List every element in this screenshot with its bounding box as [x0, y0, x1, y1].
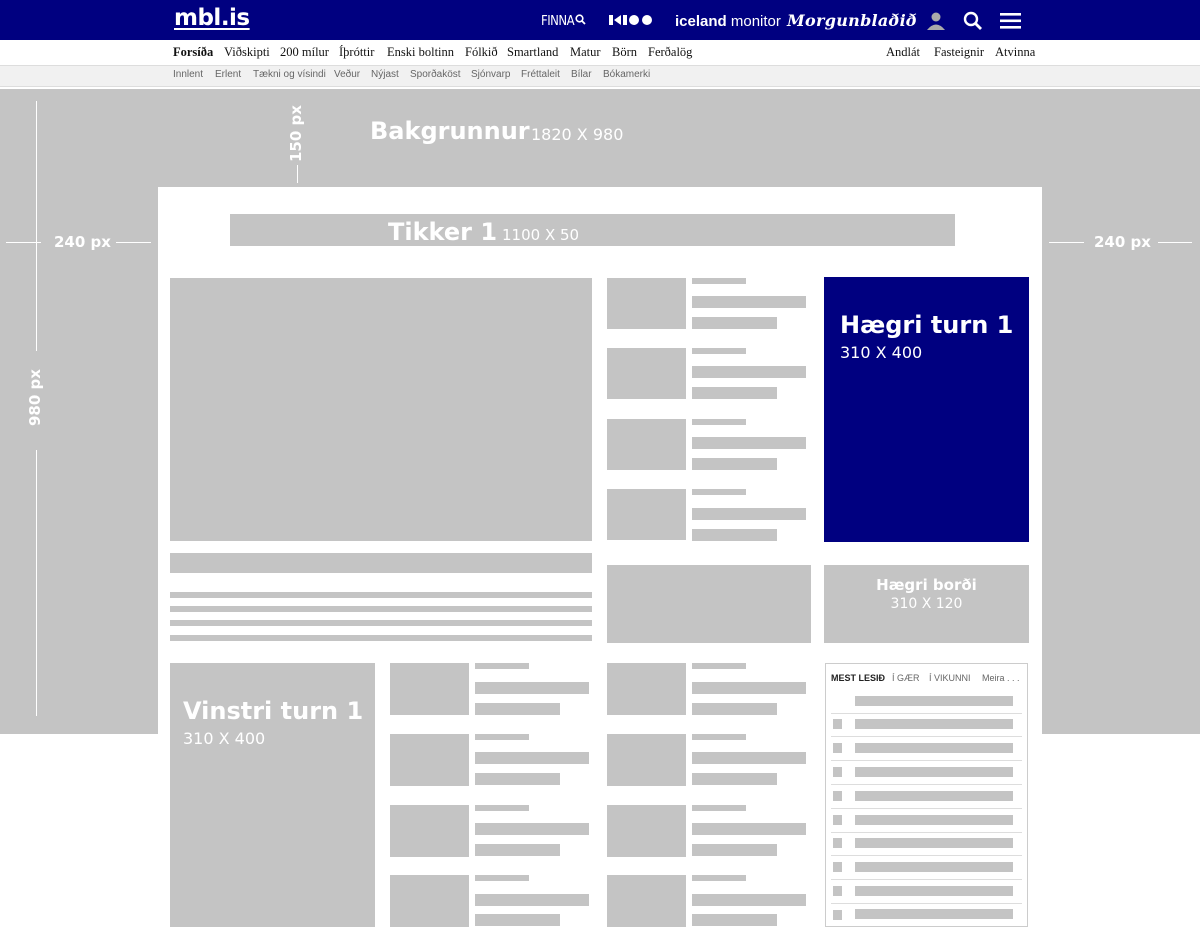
nav-item-born[interactable]: Börn	[612, 45, 637, 59]
nav-item-vidskipti[interactable]: Viðskipti	[224, 45, 270, 59]
right-tower-ad-size: 310 X 400	[840, 343, 923, 362]
nav-item-200-milur[interactable]: 200 mílur	[280, 45, 329, 59]
nav-item-smartland[interactable]: Smartland	[507, 45, 559, 59]
height-dim-label: 980 px	[26, 369, 44, 426]
subnav-item-bokamerki[interactable]: Bókamerki	[603, 69, 651, 80]
divider	[831, 808, 1022, 809]
k100-logo	[609, 13, 657, 27]
news-tag	[692, 348, 746, 354]
news-headline[interactable]	[692, 366, 806, 378]
nav-item-ferdalog[interactable]: Ferðalög	[648, 45, 693, 59]
news-headline[interactable]	[692, 317, 777, 329]
ticker-ad-size: 1100 X 50	[502, 226, 580, 244]
tab-i-gaer[interactable]: Í GÆR	[892, 673, 920, 683]
most-read-item[interactable]	[855, 743, 1013, 753]
middle-banner[interactable]	[607, 565, 811, 643]
tab-i-vikunni[interactable]: Í VIKUNNI	[929, 673, 971, 683]
main-story-text-line	[170, 620, 592, 626]
finna-label: FINNA	[541, 14, 575, 29]
divider	[831, 760, 1022, 761]
news-tag	[475, 734, 529, 740]
rank-marker	[833, 743, 842, 753]
left-dim-label: 240 px	[54, 233, 111, 251]
news-tag	[692, 489, 746, 495]
iceland-monitor-link[interactable]	[675, 13, 781, 30]
divider	[831, 855, 1022, 856]
nav-item-atvinna[interactable]: Atvinna	[995, 45, 1036, 59]
rank-marker	[833, 910, 842, 920]
news-thumb[interactable]	[607, 805, 686, 857]
rank-marker	[833, 886, 842, 896]
morgunbladid-link[interactable]: Morgunblaðið	[787, 11, 917, 30]
background-ad-size: 1820 X 980	[531, 125, 624, 144]
news-headline[interactable]	[692, 458, 777, 470]
subnav-item-erlent[interactable]: Erlent	[215, 69, 242, 80]
most-read-item[interactable]	[855, 719, 1013, 729]
right-banner-ad-label: Hægri borði	[876, 576, 977, 594]
divider	[831, 713, 1022, 714]
news-headline[interactable]	[692, 773, 777, 785]
subnav-item-sjonvarp[interactable]: Sjónvarp	[471, 69, 511, 80]
menu-icon[interactable]	[1000, 10, 1022, 32]
news-headline[interactable]	[475, 682, 589, 694]
left-tower-ad-label: Vinstri turn 1	[183, 697, 364, 725]
news-thumb[interactable]	[607, 663, 686, 715]
rank-marker	[833, 719, 842, 729]
news-headline[interactable]	[692, 823, 806, 835]
right-dim-line-b	[1158, 242, 1192, 243]
rank-marker	[833, 791, 842, 801]
news-tag	[692, 805, 746, 811]
news-tag	[475, 805, 529, 811]
right-dim-line-a	[1049, 242, 1084, 243]
news-headline[interactable]	[692, 894, 806, 906]
rank-marker	[833, 815, 842, 825]
news-headline[interactable]	[692, 296, 806, 308]
most-read-item[interactable]	[855, 909, 1013, 919]
news-headline[interactable]	[692, 844, 777, 856]
news-thumb[interactable]	[607, 348, 686, 399]
news-headline[interactable]	[475, 844, 560, 856]
news-headline[interactable]	[692, 529, 777, 541]
background-ad-label: Bakgrunnur	[370, 117, 530, 145]
news-headline[interactable]	[692, 752, 806, 764]
news-tag	[475, 875, 529, 881]
subnav-item-vedur[interactable]: Veður	[334, 69, 361, 80]
subnav-item-nyjast[interactable]: Nýjast	[371, 69, 399, 80]
nav-item-matur[interactable]: Matur	[570, 45, 601, 59]
subnav-item-bilar[interactable]: Bílar	[571, 69, 592, 80]
iceland-label: iceland	[675, 13, 727, 30]
search-icon[interactable]	[962, 10, 984, 32]
left-dim-line-b	[116, 242, 151, 243]
divider	[831, 784, 1022, 785]
news-headline[interactable]	[692, 703, 777, 715]
ticker-ad[interactable]	[230, 214, 955, 246]
news-tag	[692, 419, 746, 425]
rank-marker	[833, 838, 842, 848]
monitor-label: monitor	[730, 13, 781, 30]
most-read-item[interactable]	[855, 767, 1013, 777]
divider	[831, 879, 1022, 880]
most-read-item[interactable]	[855, 838, 1013, 848]
news-headline[interactable]	[475, 773, 560, 785]
top-dim-label: 150 px	[287, 105, 305, 162]
most-read-item[interactable]	[855, 886, 1013, 896]
nav-item-forsida[interactable]: Forsíða	[173, 45, 214, 59]
news-headline[interactable]	[475, 894, 589, 906]
news-thumb[interactable]	[607, 489, 686, 540]
news-thumb[interactable]	[607, 278, 686, 329]
divider	[831, 832, 1022, 833]
main-story-text-line	[170, 606, 592, 612]
main-story-headline[interactable]	[170, 553, 592, 573]
news-headline[interactable]	[692, 508, 806, 520]
news-thumb[interactable]	[607, 734, 686, 786]
main-story-image[interactable]	[170, 278, 592, 541]
right-tower-ad-label: Hægri turn 1	[840, 311, 1014, 339]
most-read-item[interactable]	[855, 815, 1013, 825]
most-read-item[interactable]	[855, 791, 1013, 801]
news-thumb[interactable]	[607, 875, 686, 927]
divider	[831, 736, 1022, 737]
nav-item-fasteignir[interactable]: Fasteignir	[934, 45, 984, 59]
site-logo[interactable]: mbl.is	[174, 5, 250, 31]
news-headline[interactable]	[692, 682, 806, 694]
left-tower-ad-size: 310 X 400	[183, 729, 266, 748]
top-dim-line	[297, 165, 298, 183]
most-read-item[interactable]	[855, 696, 1013, 706]
subnav-item-taekni[interactable]: Tækni og vísindi	[253, 69, 326, 80]
subnav-item-sporðakost[interactable]: Sporðaköst	[410, 69, 461, 80]
news-thumb[interactable]	[390, 805, 469, 857]
height-dim-line-b	[36, 450, 37, 716]
height-dim-line-a	[36, 101, 37, 351]
news-headline[interactable]	[692, 437, 806, 449]
news-thumb[interactable]	[390, 875, 469, 927]
k100-link[interactable]	[609, 13, 657, 30]
news-tag	[692, 875, 746, 881]
tab-mest-lesid[interactable]: MEST LESIÐ	[831, 673, 886, 683]
rank-marker	[833, 767, 842, 777]
main-story-text-line	[170, 635, 592, 641]
right-dim-label: 240 px	[1094, 233, 1151, 251]
subnav-item-frettaleit[interactable]: Fréttaleit	[521, 69, 560, 80]
news-headline[interactable]	[692, 914, 777, 926]
user-icon[interactable]	[925, 10, 947, 32]
news-tag	[475, 663, 529, 669]
finna-link[interactable]	[541, 14, 586, 29]
main-story-text-line	[170, 592, 592, 598]
news-thumb[interactable]	[390, 663, 469, 715]
news-tag	[692, 663, 746, 669]
nav-item-folkid[interactable]: Fólkið	[465, 45, 498, 59]
tab-meira[interactable]: Meira . . .	[982, 673, 1020, 683]
nav-item-ithrottir[interactable]: Íþróttir	[339, 45, 375, 59]
news-headline[interactable]	[475, 752, 589, 764]
right-banner-ad-size: 310 X 120	[890, 596, 963, 612]
news-headline[interactable]	[692, 387, 777, 399]
nav-item-enski-boltinn[interactable]: Enski boltinn	[387, 45, 455, 59]
news-headline[interactable]	[475, 703, 560, 715]
divider	[831, 903, 1022, 904]
news-tag	[692, 278, 746, 284]
subnav-item-innlent[interactable]: Innlent	[173, 69, 204, 80]
ticker-ad-label: Tikker 1	[388, 218, 498, 246]
news-thumb[interactable]	[607, 419, 686, 470]
news-thumb[interactable]	[390, 734, 469, 786]
news-headline[interactable]	[475, 823, 589, 835]
search-icon	[575, 14, 586, 25]
news-headline[interactable]	[475, 914, 560, 926]
nav-item-andlat[interactable]: Andlát	[886, 45, 921, 59]
news-tag	[692, 734, 746, 740]
rank-marker	[833, 862, 842, 872]
most-read-item[interactable]	[855, 862, 1013, 872]
